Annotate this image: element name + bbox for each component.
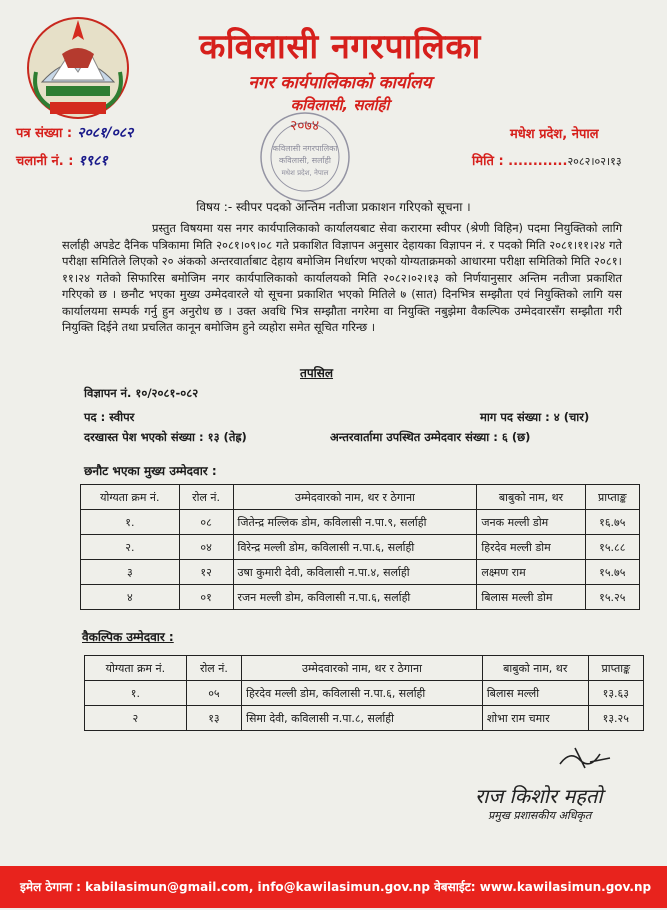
cell-name: सिमा देवी, कविलासी न.पा.८, सर्लाही <box>242 706 483 731</box>
post-name: पद : स्वीपर <box>84 410 135 424</box>
cell-name: उषा कुमारी देवी, कविलासी न.पा.४, सर्लाही <box>233 560 477 585</box>
cell-father: लक्ष्मण राम <box>477 560 585 585</box>
cell-name: हिरदेव मल्ली डोम, कविलासी न.पा.६, सर्लाही <box>242 681 483 706</box>
cell-marks: १५.७५ <box>585 560 639 585</box>
stamp-line-1: कविलासी नगरपालिका <box>272 144 338 153</box>
patra-sankhya <box>16 122 133 142</box>
vigyapan-number: विज्ञापन नं. १०/२०८१-०८२ <box>84 386 199 400</box>
col-marks: प्राप्ताङ्क <box>588 656 643 681</box>
main-candidates-table <box>80 484 640 610</box>
demand-posts: माग पद संख्या : ४ (चार) <box>480 410 590 424</box>
chalani-value: १९८१ <box>78 153 108 169</box>
cell-name: विरेन्द्र मल्ली डोम, कविलासी न.पा.६, सर्लाही <box>233 535 477 560</box>
province-label: मधेश प्रदेश, नेपाल <box>510 127 599 142</box>
cell-roll: ०४ <box>179 535 233 560</box>
cell-marks: १६.७५ <box>585 510 639 535</box>
applications-count: दरखास्त पेश भएको संख्या : १३ (तेह्र) <box>84 430 247 444</box>
cell-rank: २ <box>85 706 187 731</box>
cell-marks: १५.८८ <box>585 535 639 560</box>
cell-rank: २. <box>81 535 180 560</box>
signatory-title: प्रमुख प्रशासकीय अधिकृत <box>488 809 592 822</box>
alt-candidates-table <box>84 655 644 731</box>
cell-rank: ३ <box>81 560 180 585</box>
cell-father: बिलास मल्ली <box>482 681 588 706</box>
col-roll: रोल नं. <box>186 656 241 681</box>
office-stamp <box>245 95 365 215</box>
cell-name: रजन मल्ली डोम, कविलासी न.पा.६, सर्लाही <box>233 585 477 610</box>
office-name: नगर कार्यपालिकाको कार्यालय <box>248 73 432 93</box>
cell-marks: १३.२५ <box>588 706 643 731</box>
table-row <box>81 510 640 535</box>
patra-value: २०८१/०८२ <box>77 125 134 141</box>
tapsil-heading: तपसिल <box>300 366 334 380</box>
cell-rank: १. <box>85 681 187 706</box>
nepal-emblem-logo <box>22 12 134 122</box>
established-year: २०७४ <box>290 118 320 134</box>
organization-name: कविलासी नगरपालिका <box>199 27 481 67</box>
col-rank: योग्यता क्रम नं. <box>81 485 180 510</box>
chalani-number <box>16 150 108 170</box>
footer-contact: इमेल ठेगाना : kabilasimun@gmail.com, info@kawilasimun.gov.np वेबसाईट: www.kawilasimun.gov.np <box>20 880 652 894</box>
signature-scribble <box>555 742 615 772</box>
table-row <box>81 560 640 585</box>
miti-value: २०८२।०२।१३ <box>567 155 622 168</box>
table-row <box>81 535 640 560</box>
col-rank: योग्यता क्रम नं. <box>85 656 187 681</box>
cell-marks: १५.२५ <box>585 585 639 610</box>
alt-candidates-heading: वैकल्पिक उम्मेदवार : <box>82 630 174 644</box>
col-father: बाबुको नाम, थर <box>477 485 585 510</box>
miti-date <box>472 150 622 169</box>
col-name: उम्मेदवारको नाम, थर र ठेगाना <box>233 485 477 510</box>
stamp-line-2: कविलासी, सर्लाही <box>279 156 331 165</box>
cell-rank: ४ <box>81 585 180 610</box>
col-name: उम्मेदवारको नाम, थर र ठेगाना <box>242 656 483 681</box>
cell-name: जितेन्द्र मल्लिक डोम, कविलासी न.पा.९, सर्लाही <box>233 510 477 535</box>
cell-rank: १. <box>81 510 180 535</box>
cell-father: जनक मल्ली डोम <box>477 510 585 535</box>
main-candidates-heading: छनौट भएका मुख्य उम्मेदवार : <box>84 464 217 478</box>
cell-roll: ०५ <box>186 681 241 706</box>
office-place: कविलासी, सर्लाही <box>290 96 390 114</box>
cell-roll: ०१ <box>179 585 233 610</box>
table-header-row <box>85 656 644 681</box>
cell-roll: १३ <box>186 706 241 731</box>
cell-roll: १२ <box>179 560 233 585</box>
interview-count: अन्तरवार्तामा उपस्थित उम्मेदवार संख्या : ६ (छ) <box>330 430 531 444</box>
cell-roll: ०८ <box>179 510 233 535</box>
subject-line: विषय :- स्वीपर पदको अन्तिम नतीजा प्रकाशन गरिएको सूचना । <box>196 200 471 214</box>
cell-father: शोभा राम चमार <box>482 706 588 731</box>
cell-father: बिलास मल्ली डोम <box>477 585 585 610</box>
table-header-row <box>81 485 640 510</box>
col-roll: रोल नं. <box>179 485 233 510</box>
table-row <box>81 585 640 610</box>
table-row <box>85 706 644 731</box>
cell-father: हिरदेव मल्ली डोम <box>477 535 585 560</box>
notice-body: प्रस्तुत विषयमा यस नगर कार्यपालिकाको कार्यालयबाट सेवा करारमा स्वीपर (श्रेणी विहिन) पदमा नियुक्तिको लागि सर्लाही अपडेट दैनिक पत्रिकामा मिति २०८१।०९।०८ गते प्रकाशित विज्ञापन अनुसार देहायका विज्ञापन नं. र पदको मिति २०८१।११।२४ गते परीक्षा समितिले लिएको २० अंकको अन्तरवार्ताबाट देहाय बमोजिम निर्धारण भएको योग्यताक्रमको आधारमा परीक्षा समितिको मिति २०८१।११।२४ गतेको सिफारिस बमोजिम नगर कार्यपालिकाको कार्यालयको मिति २०८२।०२।१३ को निर्णयानुसार अन्तिम नतीजा प्रकाशित गरिएको छ । छनौट भएका मुख्य उम्मेदवारले यो सूचना प्रकाशित भएको मितिले ७ (सात) दिनभित्र सम्झौता एवं नियुक्तिको लागि यस कार्यालयमा सम्पर्क गर्नु हुन अनुरोध छ । उक्त अवधि भित्र सम्झौता नगरेमा वा नियुक्ति नबुझेमा वैकल्पिक उम्मेदवारसँग सम्झौता गरी नियुक्ति दिईने तथा प्रचलित कानून बमोजिम हुने व्यहोरा समेत सूचित गरिन्छ । <box>62 221 622 334</box>
cell-marks: १३.६३ <box>588 681 643 706</box>
miti-label: मिति : ............ <box>472 154 568 169</box>
signatory-name: राज किशोर महतो <box>475 784 603 808</box>
chalani-label: चलानी नं. : <box>16 154 74 169</box>
col-marks: प्राप्ताङ्क <box>585 485 639 510</box>
patra-label: पत्र संख्या : <box>16 126 73 141</box>
stamp-line-3: मधेश प्रदेश, नेपाल <box>281 169 329 177</box>
col-father: बाबुको नाम, थर <box>482 656 588 681</box>
table-row <box>85 681 644 706</box>
